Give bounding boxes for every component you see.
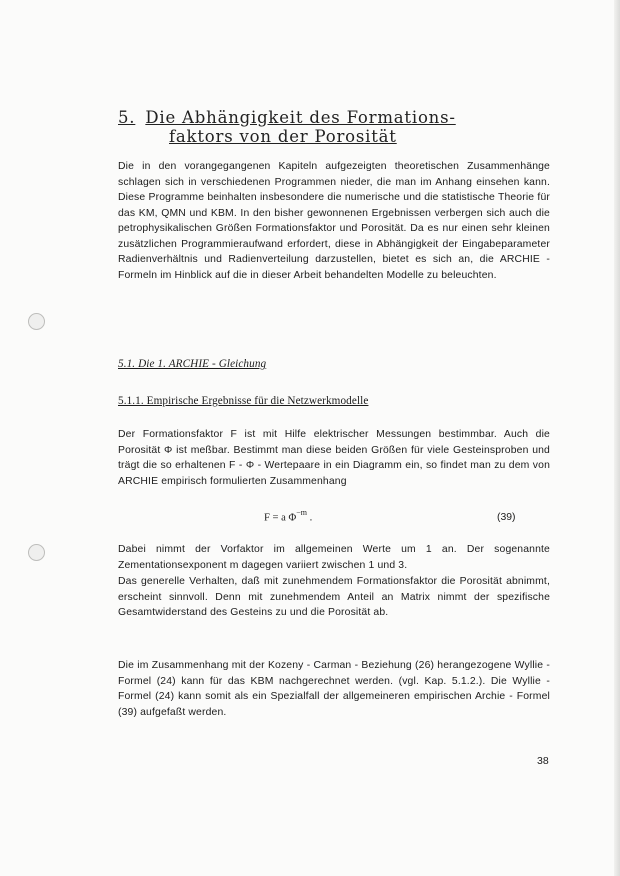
page-edge-shadow — [614, 0, 620, 876]
equation-number: (39) — [497, 512, 516, 523]
formula-trailing: . — [307, 512, 313, 524]
section-title-line1: Die Abhängigkeit des Formations- — [145, 108, 456, 127]
final-paragraph: Die im Zusammenhang mit der Kozeny - Carman - Beziehung (26) herangezogene Wyllie - Formel (24) kann für das KBM nachgerechnet werden. (vgl. Kap. 5.1.2.). Die Wyllie - Formel (24) kann somit als ein Spezialfall der allgemeineren empirischen Archie - Formel (39) aufgefaßt werden. — [118, 660, 550, 718]
formula-base: F = a Φ — [264, 512, 297, 524]
intro-paragraph: Die in den vorangegangenen Kapiteln aufgezeigten theoretischen Zusammenhänge schlagen sich in verschiedenen Programmen nieder, die man im Anhang einsehen kann. Diese Programme beinhalten insbesondere die numerische und die statistische Theorie für das KM, QMN und KBM. In den bisher gewonnenen Ergebnissen verbergen sich auch die petrophysikalischen Größen Formationsfaktor und Porosität. Da es nur einen sehr kleinen zusätzlichen Programmieraufwand erfordert, diese in Abhängigkeit der Eingabeparameter Radienverhältnis und Radienverteilung darzustellen, bietet es sich an, die ARCHIE - Formeln im Hinblick auf die in dieser Arbeit behandelten Modelle zu beleuchten. — [118, 161, 550, 281]
paragraph-after-formula-1: Dabei nimmt der Vorfaktor im allgemeinen Werte um 1 an. Der sogenannte Zementationsexponent m dagegen variiert zwischen 1 und 3. — [118, 544, 550, 571]
section-number: 5. — [118, 108, 136, 127]
subsubsection-heading: 5.1.1. Empirische Ergebnisse für die Netzwerkmodelle — [118, 395, 369, 407]
subsection-heading: 5.1. Die 1. ARCHIE - Gleichung — [118, 358, 267, 370]
punch-hole-bottom — [28, 544, 45, 561]
section-title-line2: faktors von der Porosität — [169, 127, 397, 146]
paragraph-before-formula: Der Formationsfaktor F ist mit Hilfe elektrischer Messungen bestimmbar. Auch die Porosität Φ ist meßbar. Bestimmt man diese beiden Größen für viele Gesteinsproben und trägt die so erhaltenen F - Φ - Wertepaare in ein Diagramm ein, so findet man zu dem von ARCHIE empirisch formulierten Zusammenhang — [118, 429, 550, 487]
punch-hole-top — [28, 313, 45, 330]
formula-exponent: −m — [296, 508, 307, 517]
page-number: 38 — [537, 755, 549, 767]
section-title — [118, 108, 548, 146]
paragraph-after-formula-2: Das generelle Verhalten, daß mit zunehmendem Formationsfaktor die Porosität abnimmt, erscheint sinnvoll. Denn mit zunehmendem Anteil an Matrix nimmt der spezifische Gesamtwiderstand des Gesteins zu und die Porosität ab. — [118, 576, 550, 618]
archie-formula — [264, 509, 312, 524]
